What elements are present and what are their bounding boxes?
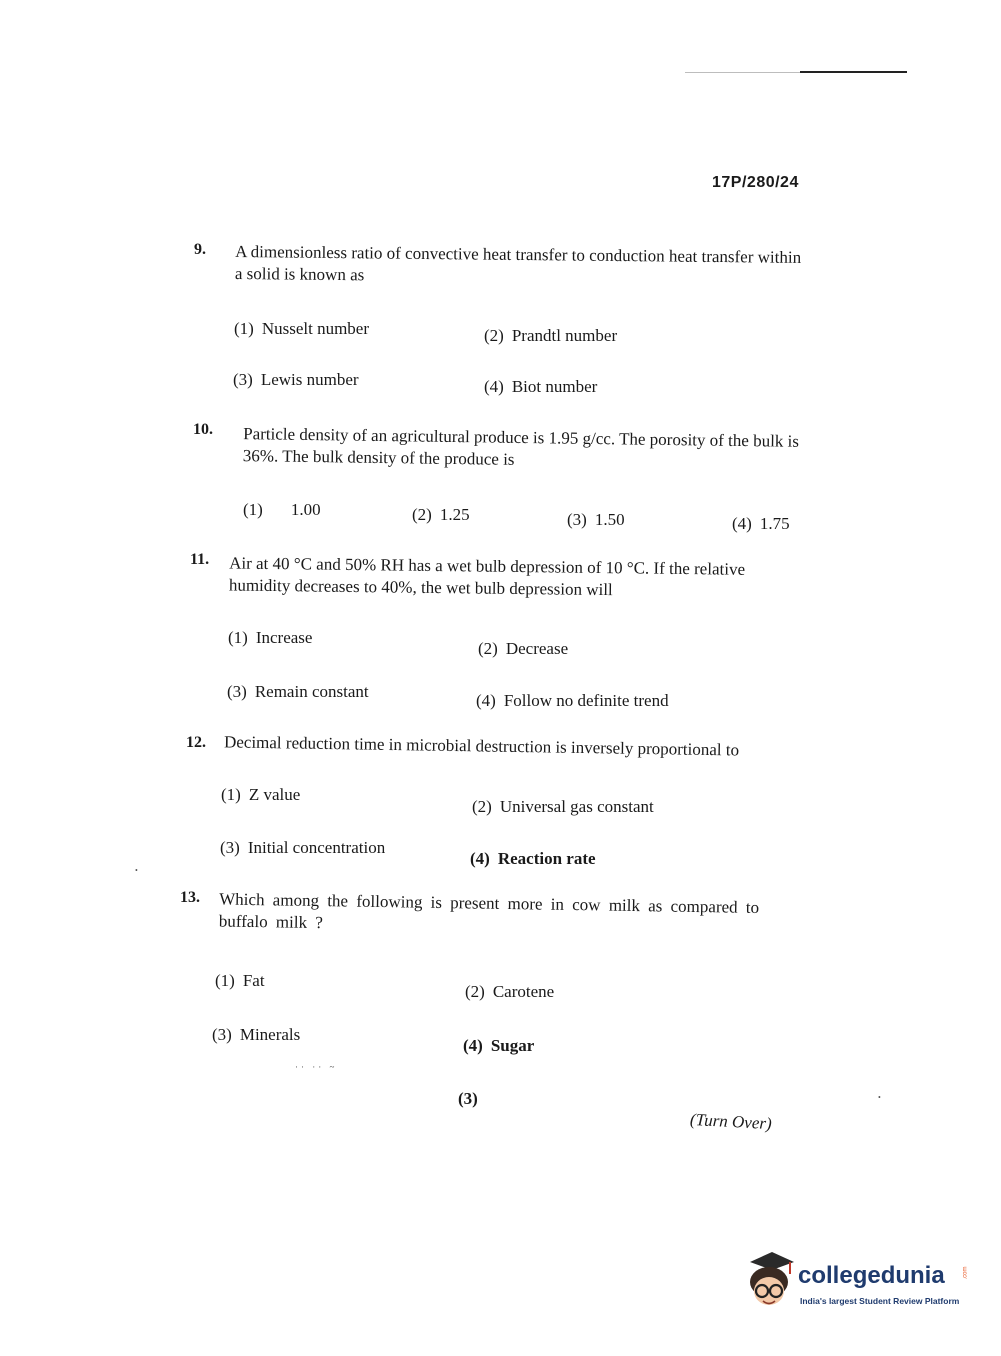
option-4: (4) Reaction rate [470, 849, 596, 868]
scan-speck: • [878, 1093, 881, 1102]
question-number: 10. [193, 421, 213, 438]
scan-speck: ·· ·· ~ [295, 1062, 338, 1072]
collegedunia-watermark [742, 1248, 972, 1320]
option-4: (4) Follow no definite trend [476, 691, 669, 710]
question-number: 12. [186, 734, 206, 751]
option-3: (3) 1.50 [567, 510, 625, 529]
mascot-icon [742, 1248, 798, 1312]
question-number: 11. [190, 551, 210, 568]
brand-com: .com [962, 1266, 969, 1280]
page-number: (3) [458, 1089, 478, 1108]
scan-speck: • [135, 866, 138, 875]
option-1: (1) Fat [215, 971, 265, 990]
option-3: (3) Lewis number [233, 370, 359, 389]
question-text: Decimal reduction time in microbial destruction is inversely proportional to [223, 732, 740, 760]
question-text: Which among the following is present more in cow milk as compared to buffalo milk ? [218, 889, 760, 933]
option-4: (4) Sugar [463, 1036, 535, 1055]
paper-code: 17P/280/24 [712, 174, 799, 191]
option-1: (1) Z value [221, 785, 301, 804]
question-text: A dimensionless ratio of convective heat transfer to conduction heat transfer within a solid is known as [234, 241, 802, 285]
question-text: Air at 40 °C and 50% RH has a wet bulb depression of 10 °C. If the relative humidity decreases to 40%, the wet bulb depression will [228, 553, 746, 600]
option-4: (4) Biot number [484, 377, 598, 396]
question-number: 13. [180, 889, 200, 906]
option-3: (3) Remain constant [227, 682, 369, 701]
question-number: 9. [194, 241, 206, 258]
option-4: (4) 1.75 [732, 514, 790, 533]
brand-tagline: India's largest Student Review Platform [800, 1296, 960, 1306]
top-rule-dark [800, 71, 907, 73]
option-2: (2) Carotene [465, 982, 555, 1001]
brand-name: collegedunia [798, 1262, 945, 1289]
question-text: Particle density of an agricultural produce is 1.95 g/cc. The porosity of the bulk is 36%. The bulk density of the produce is [242, 424, 800, 469]
option-2: (2) Universal gas constant [472, 797, 654, 816]
option-3: (3) Minerals [212, 1025, 301, 1044]
option-1: (1) Nusselt number [234, 319, 370, 338]
turn-over-note: (Turn Over) [689, 1109, 773, 1134]
option-2: (2) Decrease [478, 639, 569, 658]
option-1: (1) Increase [228, 628, 313, 647]
option-2: (2) 1.25 [412, 505, 470, 524]
option-3: (3) Initial concentration [220, 838, 386, 857]
option-1: (1) 1.00 [243, 500, 321, 519]
option-2: (2) Prandtl number [484, 326, 618, 345]
